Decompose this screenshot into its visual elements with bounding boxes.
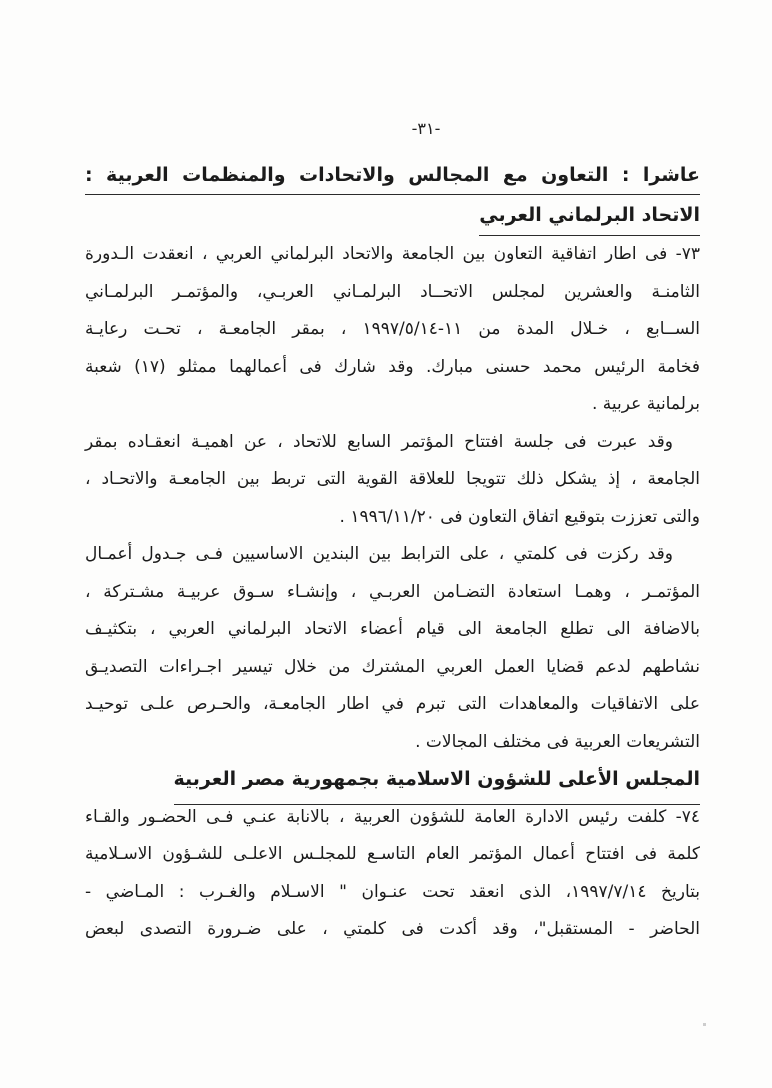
section-heading-tenth <box>85 164 700 195</box>
text-line: بتاريخ ١٩٩٧/٧/١٤، الذى انعقد تحت عنـوان " الاسـلام والغـرب : المـاضي - <box>85 881 700 902</box>
page-number: -٣١- <box>411 119 441 138</box>
text-line: الجامعة ، إذ يشكل ذلك تتويجا للعلاقة القوية التى تربط بين الجامعـة والاتحـاد ، <box>85 469 700 489</box>
text-line: وقد عبرت فى جلسة افتتاح المؤتمر السابع للاتحاد ، عن اهميـة انعقـاده بمقر <box>85 431 673 452</box>
text-line: ٧٤- كلفت رئيس الادارة العامة للشؤون العربية ، بالانابة عنـي فـى الحضـور والقـاء <box>85 806 700 827</box>
text-line: كلمة فى افتتاح أعمال المؤتمر العام التاسـع للمجلـس الاعلـى للشـؤون الاسـلامية <box>85 844 700 864</box>
text-line: المؤتمـر ، وهمـا استعادة التضـامن العربـي ، وإنشـاء سـوق عربيـة مشـتركة ، <box>85 581 700 602</box>
scan-artifact-speck <box>703 1023 706 1026</box>
text-line: والتى تعززت بتوقيع اتفاق التعاون فى ١٩٩٦/١١/٢٠ . <box>339 506 700 527</box>
text-line: ٧٣- فى اطار اتفاقية التعاون بين الجامعة والاتحاد البرلماني العربي ، انعقدت الـدورة <box>85 244 700 264</box>
subheading-arab-parliamentary-union <box>85 200 700 236</box>
paragraph-73-speech <box>85 536 700 761</box>
text-line: برلمانية عربية . <box>592 394 700 414</box>
document-body <box>85 164 700 949</box>
text-line: فخامة الرئيس محمد حسنى مبارك. وقد شارك فى أعمالهما ممثلو (١٧) شعبة <box>85 356 700 377</box>
paragraph-73-opening-session <box>85 424 700 537</box>
subheading-supreme-islamic-council-text: المجلس الأعلى للشؤون الاسلامية بجمهورية مصر العربية <box>174 761 701 805</box>
paragraph-73 <box>85 236 700 424</box>
text-line: على الاتفاقيات والمعاهدات التى تبرم في اطار الجامعـة، والحـرص علـى توحيـد <box>85 694 700 714</box>
text-line: التشريعات العربية فى مختلف المجالات . <box>415 731 700 752</box>
text-line: الحاضر - المستقبل"، وقد أكدت فى كلمتي ، على ضـرورة التصدى لبعض <box>85 919 700 939</box>
text-line: وقد ركزت فى كلمتي ، على الترابط بين البندين الاساسيين فـى جـدول أعمـال <box>85 544 673 564</box>
text-line: الســابع ، خـلال المدة من ١١-١٩٩٧/٥/١٤ ، بمقر الجامعـة ، تحـت رعايـة <box>85 319 700 339</box>
text-line: بالاضافة الى تطلع الجامعة الى قيام أعضاء الاتحاد البرلماني العربي ، بتكثيـف <box>85 619 700 639</box>
text-line: نشاطهم لدعم قضايا العمل العربي المشترك من خلال تيسير اجـراءات التصديـق <box>85 656 700 677</box>
text-line: الثامنـة والعشرين لمجلس الاتحــاد البرلمـاني العربـي، والمؤتمـر البرلمـاني <box>85 281 700 302</box>
subheading-arab-parliamentary-union-text: الاتحاد البرلماني العربي <box>479 200 700 236</box>
section-heading-tenth-text: عاشرا : التعاون مع المجالس والاتحادات والمنظمات العربية : <box>85 164 700 195</box>
paragraph-74 <box>85 799 700 949</box>
subheading-supreme-islamic-council <box>85 761 700 799</box>
